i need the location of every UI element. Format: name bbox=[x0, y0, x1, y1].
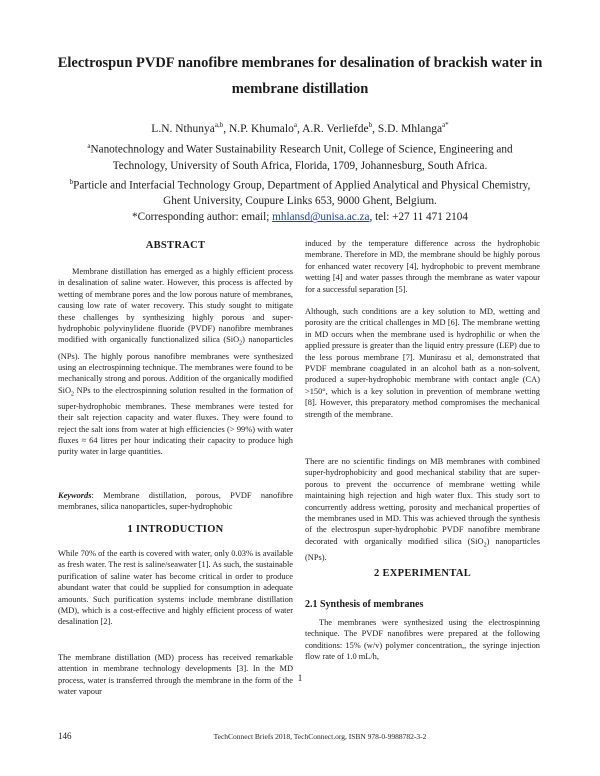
email-link[interactable]: mhlansd@unisa.ac.za bbox=[272, 211, 370, 224]
footer-page-number: 146 bbox=[58, 731, 72, 741]
footer-citation: TechConnect Briefs 2018, TechConnect.org, ISBN 978-0-9988782-3-2 bbox=[213, 732, 427, 741]
experimental-heading: 2 EXPERIMENTAL bbox=[373, 568, 472, 579]
paper-title: Electrospun PVDF nanofibre membranes for desalination of brackish water in membrane distillation bbox=[57, 55, 543, 97]
author-4: S.D. Mhlanga$^{a*}$ bbox=[377, 121, 449, 135]
affiliation-b: $^b$Particle and Interfacial Technology Group, Department of Applied Analytical and Physical Chemistry, Ghent University, Coupure Links 653, 9000 Ghent, Belgium. bbox=[69, 177, 531, 208]
experimental-paragraph-1: The membranes were synthesized using the electrospinning technique. The PVDF nanofibres were prepared at the following conditions: 15% (w/v) polymer concentration,, the syringe injection flow rate of 1.0 mL/h, bbox=[305, 618, 540, 662]
author-2: N.P. Khumalo$^a$ bbox=[228, 121, 297, 135]
author-3: A.R. Verliefde$^b$ bbox=[302, 121, 373, 135]
synthesis-subheading: 2.1 Synthesis of membranes bbox=[305, 599, 424, 610]
author-list: L.N. Nthunya$^{a,b}$, N.P. Khumalo$^a$, A.R. Verliefde$^b$, S.D. Mhlanga$^{a*}$ bbox=[151, 121, 449, 135]
intro-paragraph-3: Although, such conditions are a key solution to MD, wetting and porosity are the critical challenges in MD [6]. The membrane wetting in MD occurs when the membrane used is hydrophilic or when the applied pressure is greater than the liquid entry pressure (LEP) due to the less porous membrane [7]. Munirasu et al, demonstrated that PVDF membrane coagulated in an alcohol bath as a non-solvent, produced a super-hydrophobic membrane with contact angle (CA) >150°, which is a key solution in prevention of membrane wetting [8]. However, this preparatory method compromises the mechanical strength of the membrane. bbox=[305, 307, 540, 419]
keywords-label: Keywords bbox=[58, 491, 92, 500]
intro-paragraph-2: The membrane distillation (MD) process has received remarkable attention in membrane technology developments [3]. In the MD process, water is transferred through the membrane in the form of the water vapour bbox=[58, 653, 293, 697]
author-1: L.N. Nthunya$^{a,b}$ bbox=[151, 121, 224, 135]
abstract-heading: ABSTRACT bbox=[145, 240, 206, 251]
intro-paragraph-1: While 70% of the earth is covered with water, only 0.03% is available as fresh water. The rest is saline/seawater [1]. As such, the sustainable purification of saline water has become critical in order to produce abundant water that could be supplied for consumption in adequate amounts. Such purification systems include membrane distillation (MD), which is a cost-effective and highly efficient process of water desalination [2]. bbox=[58, 549, 293, 627]
introduction-heading: 1 INTRODUCTION bbox=[127, 524, 224, 535]
abstract-text: Membrane distillation has emerged as a highly efficient process in desalination of saline water. However, this process is affected by wetting of membrane pores and the low porous nature of membranes, causing low rate of water recovery. This study sought to mitigate these challenges by synthesizing highly porous and super-hydrophobic polyvinylidene fluoride (PVDF) nanofibre membranes modified with organically functionalized silica (SiO$_2$) nanoparticles (NPs). The highly porous nanofibre membranes were synthesized using an electrospinning technique. The membranes were found to be mechanically strong and porous. Addition of the organically modified SiO$_2$ NPs to the electrospinning solution resulted in the formation of super-hydrophobic membranes. These membranes were tested for their salt rejection capacity and water fluxes. They were found to reject the salt ions from water at high efficiencies (> 99%) with water fluxes ≈ 64 litres per hour indicating their capacity to produce high purity water in large quantities. bbox=[58, 267, 293, 457]
page-number: 1 bbox=[297, 673, 303, 683]
corresponding-author: *Corresponding author: email; mhlansd@unisa.ac.za, tel: +27 11 471 2104 bbox=[132, 211, 468, 224]
affiliation-a: $^a$Nanotechnology and Water Sustainability Research Unit, College of Science, Engineering and Technology, University of South Africa, Florida, 1709, Johannesburg, South Africa. bbox=[87, 142, 513, 172]
intro-paragraph-2-continued: induced by the temperature difference across the hydrophobic membrane. Therefore in MD, the membrane should be highly porous for enhanced water recovery [4], hydrophobic to prevent membrane wetting [4] and water passes through the membrane as water vapour for a successful separation [5]. bbox=[305, 239, 540, 294]
affiliations bbox=[60, 138, 540, 225]
intro-paragraph-4: There are no scientific findings on MB membranes with combined super-hydrophobicity and good mechanical stability that are super-porous to prevent the occurrence of membrane wetting while maintaining high rejection and high water flux. This study sort to concurrently address wetting, porosity and mechanical properties of the membranes used in MD. This was achieved through the synthesis of the electrospun super-hydrophobic PVDF nanofibre membrane decorated with organically modified silica (SiO$_2$) nanoparticles (NPs). bbox=[305, 457, 540, 562]
keywords: Keywords: Membrane distillation, porous, PVDF nanofibre membranes, silica nanoparticles, super-hydrophobic bbox=[58, 491, 293, 512]
